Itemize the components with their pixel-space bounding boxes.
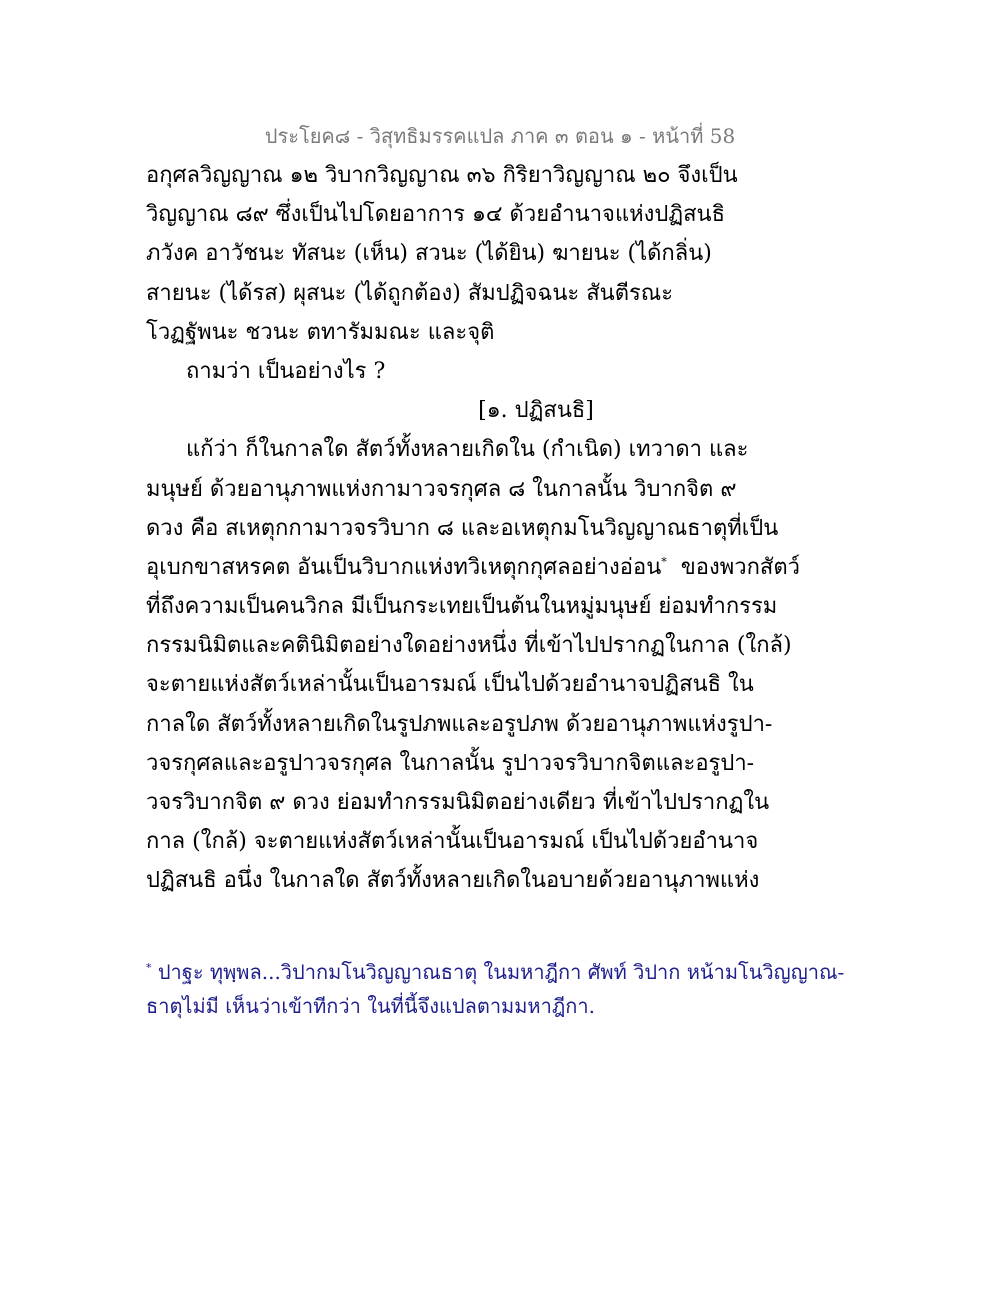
body-line: โวฏฐัพนะ ชวนะ ตทารัมมณะ และจุติ [146, 319, 495, 345]
footnote [146, 955, 866, 1023]
body-line: กาลใด สัตว์ทั้งหลายเกิดในรูปภพและอรูปภพ ด้วยอานุภาพแห่งรูปา- [146, 711, 773, 737]
body-line: วิญญาณ ๘๙ ซึ่งเป็นไปโดยอาการ ๑๔ ด้วยอำนาจแห่งปฏิสนธิ [146, 202, 725, 228]
body-line: ดวง คือ สเหตุกกามาวจรวิบาก ๘ และอเหตุกมโนวิญญาณธาตุที่เป็น [146, 515, 779, 541]
body-line: กาล (ใกล้) จะตายแห่งสัตว์เหล่านั้นเป็นอารมณ์ เป็นไปด้วยอำนาจ [146, 829, 759, 855]
body-line-part: ของพวกสัตว์ [680, 554, 801, 580]
body-line: สายนะ (ได้รส) ผุสนะ (ได้ถูกต้อง) สัมปฏิจฉนะ สันตีรณะ [146, 280, 674, 306]
body-line: ภวังค อาวัชนะ ทัสนะ (เห็น) สวนะ (ได้ยิน) ฆายนะ (ได้กลิ่น) [146, 241, 712, 267]
body-line: แก้ว่า ก็ในกาลใด สัตว์ทั้งหลายเกิดใน (กำเนิด) เทวาดา และ [186, 437, 749, 463]
footnote-text: ปาฐะ ทุพฺพล...วิปากมโนวิญญาณธาตุ ในมหาฎีกา ศัพท์ วิปาก หน้ามโนวิญญาณ- [151, 960, 845, 984]
section-heading: [๑. ปฏิสนธิ] [478, 398, 594, 424]
footnote-mark: * [146, 961, 152, 975]
running-header [0, 120, 1000, 152]
footnote-line: ธาตุไม่มี เห็นว่าเข้าทีกว่า ในที่นี้จึงแปลตามมหาฎีกา. [146, 994, 595, 1018]
body-line: อกุศลวิญญาณ ๑๒ วิบากวิญญาณ ๓๖ กิริยาวิญญาณ ๒๐ จึงเป็น [146, 163, 738, 188]
body-line: วจรกุศลและอรูปาวจรกุศล ในกาลนั้น รูปาวจรวิบากจิตและอรูปา- [146, 750, 755, 776]
body-line-part: อุเบกขาสหรคต อันเป็นวิบากแห่งทวิเหตุกกุศลอย่างอ่อน [146, 554, 662, 580]
footnote-reference: * [661, 555, 667, 569]
header-text: ประโยค๘ - วิสุทธิมรรคแปล ภาค ๓ ตอน ๑ - หน้าที่ 58 [264, 124, 736, 148]
footnote-line [146, 955, 866, 989]
body-line: ปฏิสนธิ อนึ่ง ในกาลใด สัตว์ทั้งหลายเกิดในอบายด้วยอานุภาพแห่ง [146, 868, 760, 894]
body-line-with-note [146, 548, 866, 587]
page-body [146, 156, 866, 901]
body-line: ที่ถึงความเป็นคนวิกล มีเป็นกระเทยเป็นต้นในหมู่มนุษย์ ย่อมทำกรรม [146, 594, 778, 620]
question-line: ถามว่า เป็นอย่างไร ? [186, 358, 386, 384]
body-line: มนุษย์ ด้วยอานุภาพแห่งกามาวจรกุศล ๘ ในกาลนั้น วิบากจิต ๙ [146, 476, 737, 502]
body-line: กรรมนิมิตและคตินิมิตอย่างใดอย่างหนึ่ง ที่เข้าไปปรากฏในกาล (ใกล้) [146, 633, 792, 659]
body-line: จะตายแห่งสัตว์เหล่านั้นเป็นอารมณ์ เป็นไปด้วยอำนาจปฏิสนธิ ใน [146, 672, 754, 698]
body-line: วจรวิบากจิต ๙ ดวง ย่อมทำกรรมนิมิตอย่างเดียว ที่เข้าไปปรากฏใน [146, 790, 770, 815]
